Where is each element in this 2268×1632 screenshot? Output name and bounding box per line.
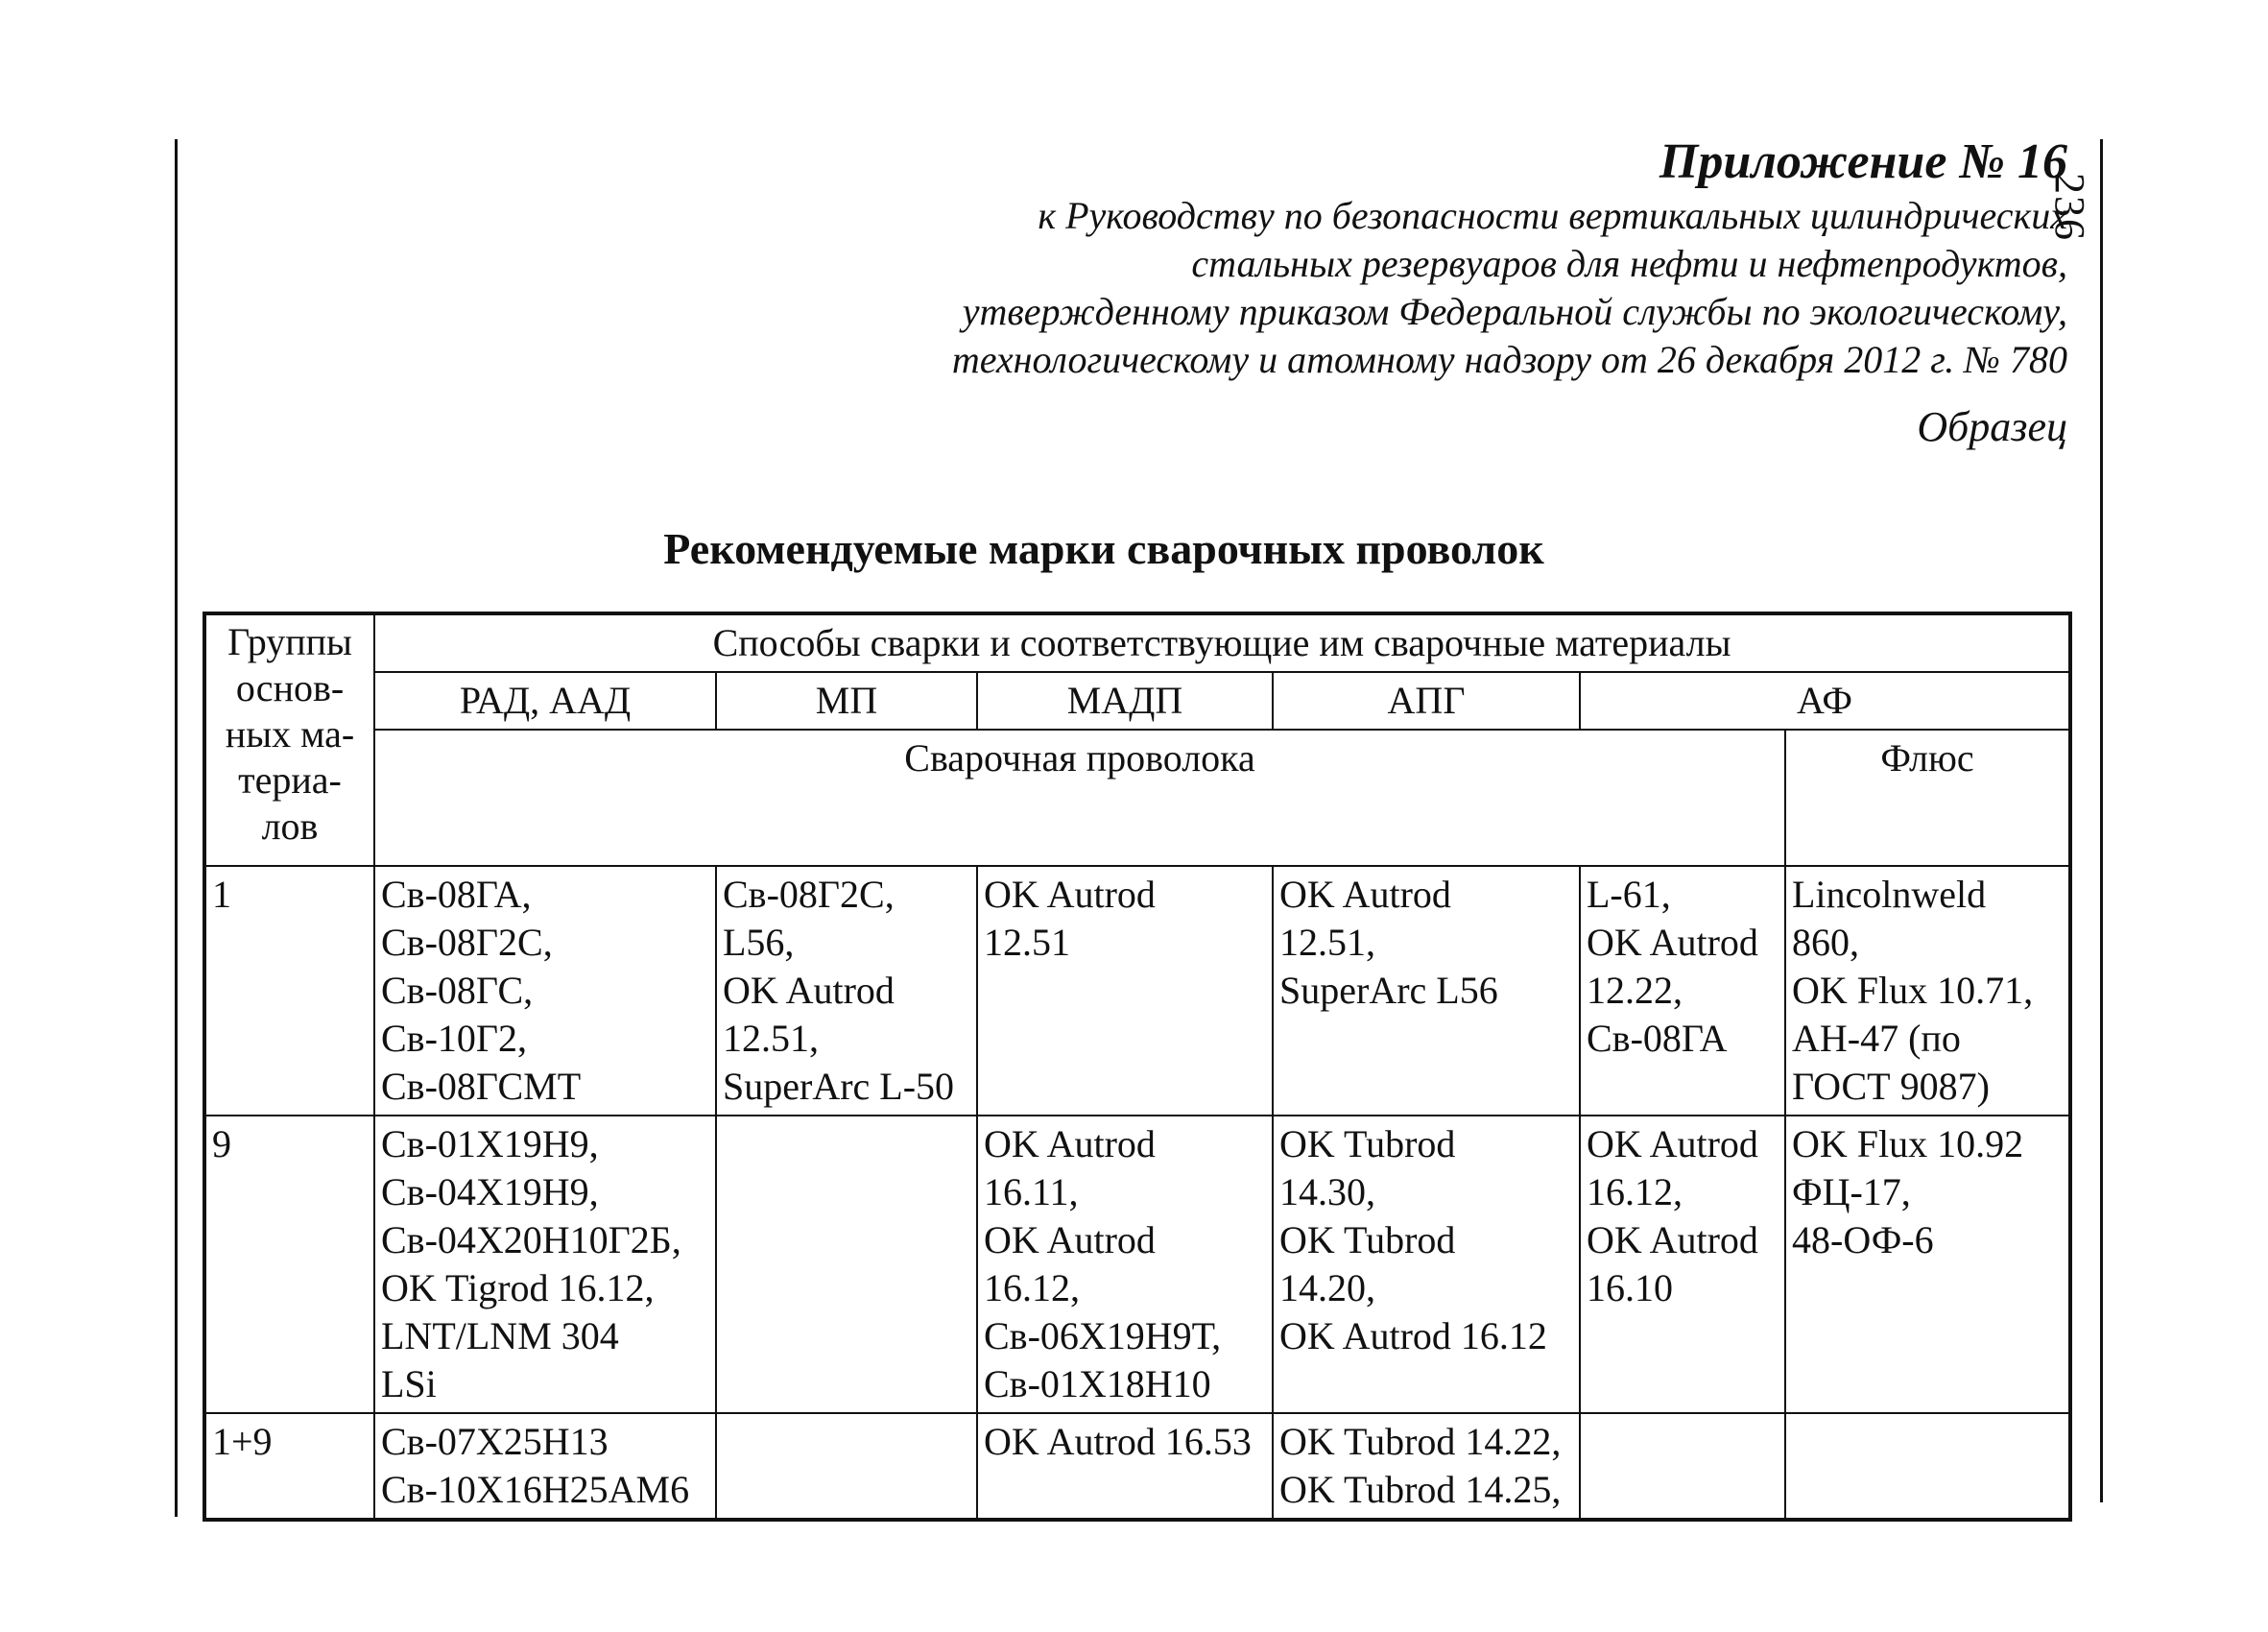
group-cell: 1+9 bbox=[204, 1413, 374, 1520]
group-header-line: основ- bbox=[235, 666, 345, 709]
material-line: OK Autrod bbox=[1587, 921, 1758, 964]
material-line: Св-08ГС, bbox=[381, 969, 534, 1012]
material-line: Св-08Г2С, bbox=[381, 921, 553, 964]
material-line: 16.10 bbox=[1587, 1266, 1673, 1309]
wire-header: Сварочная проволока bbox=[374, 730, 1785, 866]
material-cell bbox=[1785, 1116, 2070, 1413]
appendix-title: Приложение № 16 bbox=[1659, 134, 2067, 189]
material-line: OK Autrod 16.53 bbox=[984, 1420, 1252, 1463]
material-line: Св-06Х19Н9Т, bbox=[984, 1314, 1222, 1357]
material-line: ГОСТ 9087) bbox=[1792, 1065, 1990, 1108]
material-line: Св-08ГА bbox=[1587, 1017, 1728, 1060]
material-cell bbox=[1273, 1116, 1580, 1413]
method-af: АФ bbox=[1580, 672, 2070, 730]
material-cell bbox=[716, 1413, 977, 1520]
left-margin-line bbox=[175, 139, 178, 1517]
appendix-line-1: к Руководству по безопасности вертикальных цилиндрических bbox=[1038, 194, 2067, 237]
material-cell bbox=[374, 1413, 716, 1520]
material-line: OK Tubrod bbox=[1279, 1218, 1456, 1261]
material-cell bbox=[1273, 1413, 1580, 1520]
material-cell bbox=[1580, 1116, 1785, 1413]
material-line: Св-04Х20Н10Г2Б, bbox=[381, 1218, 681, 1261]
table-body bbox=[204, 866, 2070, 1520]
material-line: Lincolnweld bbox=[1792, 873, 1987, 916]
material-line: OK Autrod bbox=[984, 873, 1156, 916]
material-line: OK Tigrod 16.12, bbox=[381, 1266, 655, 1309]
material-line: ФЦ-17, bbox=[1792, 1170, 1911, 1213]
group-header-line: териа- bbox=[238, 758, 342, 802]
material-line: 12.51, bbox=[723, 1017, 819, 1060]
material-cell bbox=[977, 1116, 1273, 1413]
material-line: 16.12, bbox=[1587, 1170, 1683, 1213]
material-line: OK Flux 10.92 bbox=[1792, 1122, 2024, 1165]
method-rad-aad: РАД, ААД bbox=[374, 672, 716, 730]
group-header-line: Группы bbox=[227, 620, 352, 663]
material-line: Св-01Х18Н10 bbox=[984, 1362, 1211, 1405]
material-line: L56, bbox=[723, 921, 795, 964]
appendix-line-4: технологическому и атомному надзору от 26 декабря 2012 г. № 780 bbox=[951, 338, 2067, 381]
material-line: 48-ОФ-6 bbox=[1792, 1218, 1934, 1261]
group-header-line: ных ма- bbox=[225, 712, 355, 756]
material-cell bbox=[1273, 866, 1580, 1116]
material-line: АН-47 (по bbox=[1792, 1017, 1961, 1060]
document-title: Рекомендуемые марки сварочных проволок bbox=[663, 524, 1544, 573]
material-line: Св-07Х25Н13 bbox=[381, 1420, 609, 1463]
table-row bbox=[204, 1413, 2070, 1520]
material-line: OK Tubrod 14.25, bbox=[1279, 1468, 1562, 1511]
group-cell: 9 bbox=[204, 1116, 374, 1413]
material-cell bbox=[1785, 1413, 2070, 1520]
material-line: 14.20, bbox=[1279, 1266, 1375, 1309]
material-line: Св-10Х16Н25АМ6 bbox=[381, 1468, 690, 1511]
material-cell bbox=[716, 866, 977, 1116]
material-cell bbox=[1785, 866, 2070, 1116]
material-line: OK Autrod bbox=[984, 1218, 1156, 1261]
material-cell bbox=[977, 1413, 1273, 1520]
method-madp: МАДП bbox=[977, 672, 1273, 730]
material-line: 14.30, bbox=[1279, 1170, 1375, 1213]
material-cell bbox=[374, 866, 716, 1116]
material-line: SuperArc L56 bbox=[1279, 969, 1498, 1012]
material-line: OK Tubrod 14.22, bbox=[1279, 1420, 1562, 1463]
material-line: 860, bbox=[1792, 921, 1859, 964]
material-line: Св-01Х19Н9, bbox=[381, 1122, 599, 1165]
material-line: 12.51 bbox=[984, 921, 1070, 964]
material-line: L-61, bbox=[1587, 873, 1671, 916]
material-line: Св-08ГСМТ bbox=[381, 1065, 582, 1108]
material-line: OK Tubrod bbox=[1279, 1122, 1456, 1165]
material-cell bbox=[1580, 1413, 1785, 1520]
material-line: OK Flux 10.71, bbox=[1792, 969, 2034, 1012]
material-cell bbox=[374, 1116, 716, 1413]
group-header-cell bbox=[204, 613, 374, 866]
material-line: Св-08ГА, bbox=[381, 873, 532, 916]
material-line: 12.22, bbox=[1587, 969, 1683, 1012]
material-line: OK Autrod bbox=[1587, 1122, 1758, 1165]
table-row bbox=[204, 1116, 2070, 1413]
material-line: 16.11, bbox=[984, 1170, 1079, 1213]
material-line: OK Autrod bbox=[1587, 1218, 1758, 1261]
material-line: Св-04Х19Н9, bbox=[381, 1170, 599, 1213]
page-number: 236 bbox=[2046, 173, 2093, 242]
material-line: SuperArc L-50 bbox=[723, 1065, 955, 1108]
method-mp: МП bbox=[716, 672, 977, 730]
material-line: LSi bbox=[381, 1362, 437, 1405]
material-line: Св-08Г2С, bbox=[723, 873, 895, 916]
group-header-line: лов bbox=[261, 804, 319, 848]
material-line: OK Autrod bbox=[1279, 873, 1451, 916]
material-line: 12.51, bbox=[1279, 921, 1375, 964]
group-cell: 1 bbox=[204, 866, 374, 1116]
material-line: OK Autrod bbox=[723, 969, 895, 1012]
flux-header: Флюс bbox=[1785, 730, 2070, 866]
appendix-header bbox=[724, 132, 2067, 457]
material-line: 16.12, bbox=[984, 1266, 1080, 1309]
method-apg: АПГ bbox=[1273, 672, 1580, 730]
appendix-line-3: утвержденному приказом Федеральной службы по экологическому, bbox=[962, 290, 2067, 333]
material-cell bbox=[716, 1116, 977, 1413]
sample-label: Образец bbox=[1917, 403, 2067, 450]
right-margin-line bbox=[2100, 139, 2103, 1502]
table-row bbox=[204, 866, 2070, 1116]
material-line: LNT/LNM 304 bbox=[381, 1314, 619, 1357]
material-cell bbox=[1580, 866, 1785, 1116]
appendix-line-2: стальных резервуаров для нефти и нефтепродуктов, bbox=[1191, 242, 2067, 285]
welding-wire-table bbox=[203, 612, 2072, 1522]
material-line: OK Autrod 16.12 bbox=[1279, 1314, 1547, 1357]
methods-header: Способы сварки и соответствующие им сварочные материалы bbox=[374, 613, 2070, 672]
material-line: Св-10Г2, bbox=[381, 1017, 528, 1060]
material-cell bbox=[977, 866, 1273, 1116]
material-line: OK Autrod bbox=[984, 1122, 1156, 1165]
